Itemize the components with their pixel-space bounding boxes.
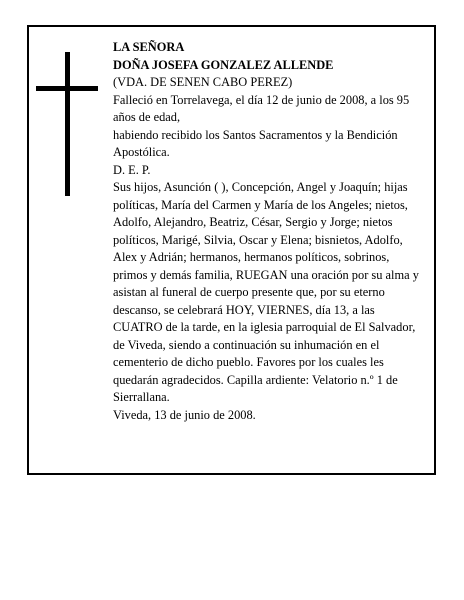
- closing-place-date: Viveda, 13 de junio de 2008.: [113, 407, 256, 422]
- obituary-text: [113, 39, 423, 424]
- notice-title: LA SEÑORA: [113, 40, 185, 54]
- cross-vertical-bar: [65, 52, 70, 196]
- cross-icon: [36, 52, 98, 196]
- widow-of: (VDA. DE SENEN CABO PEREZ): [113, 75, 293, 89]
- cross-horizontal-bar: [36, 86, 98, 91]
- deceased-name: DOÑA JOSEFA GONZALEZ ALLENDE: [113, 57, 334, 72]
- sacraments-statement: habiendo recibido los Santos Sacramentos y la Bendición Apostólica.: [113, 127, 398, 159]
- family-and-funeral-text: Sus hijos, Asunción ( ), Concepción, Angel y Joaquín; hijas políticas, María del Carmen y María de los Angeles; nietos, Adolfo, Alejandro, Beatriz, César, Sergio y Jorge; nietos políticos, Marigé, Silvia, Oscar y Elena; bisnietos, Adolfo, Alex y Adrián; hermanos, hermanos políticos, sobrinos, primos y demás familia, RUEGAN una oración por su alma y asistan al funeral de cuerpo presente que, por su eterno descanso, se celebrará HOY, VIERNES, día 13, a las CUATRO de la tarde, en la iglesia parroquial de El Salvador, de Viveda, siendo a continuación su inhumación en el cementerio de dicho pueblo. Favores por los cuales les quedarán agradecidos. Capilla ardiente: Velatorio n.º 1 de Sierrallana.: [113, 180, 419, 404]
- death-statement: Falleció en Torrelavega, el día 12 de junio de 2008, a los 95 años de edad,: [113, 92, 410, 124]
- dep-line: D. E. P.: [113, 162, 151, 177]
